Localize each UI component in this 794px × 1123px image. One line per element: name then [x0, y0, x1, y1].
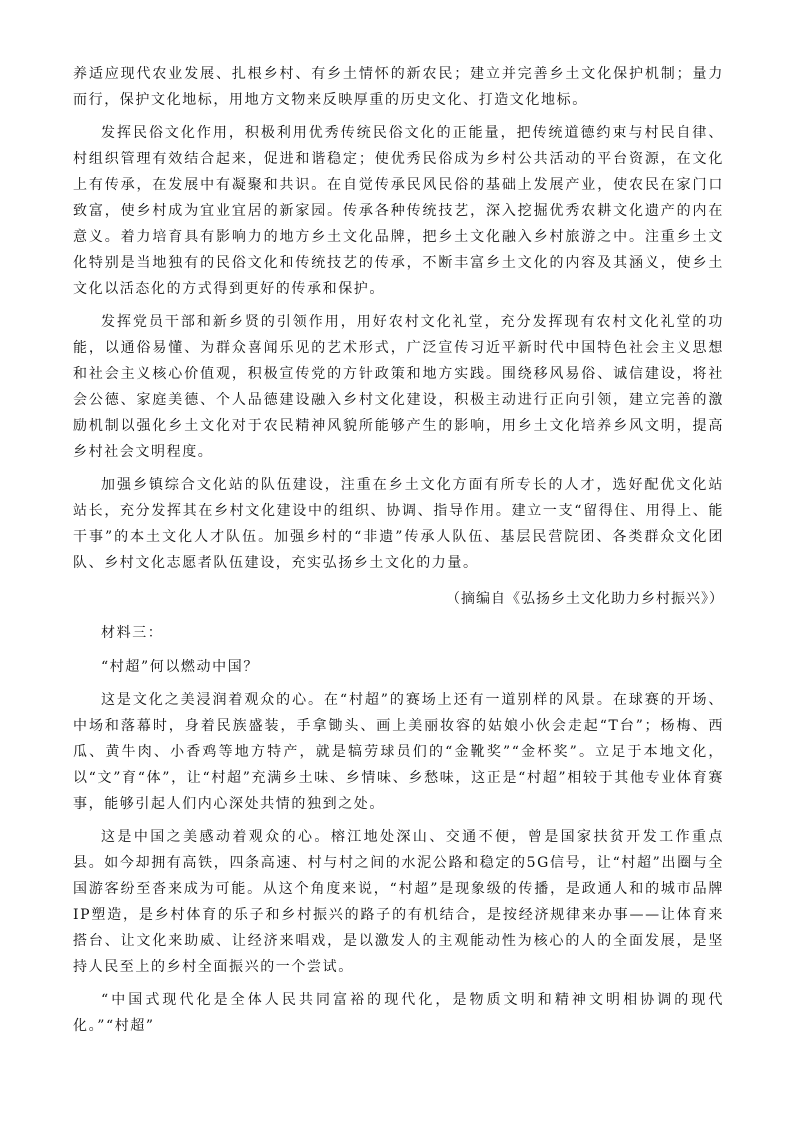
body-paragraph: 发挥民俗文化作用，积极利用优秀传统民俗文化的正能量，把传统道德约束与村民自律、村组织管理有效结合起来，促进和谐稳定；使优秀民俗成为乡村公共活动的平台资源，在文化上有传承，在发展中有凝聚和共识。在自觉传承民风民俗的基础上发展产业，使农民在家门口致富，使乡村成为宜业宜居的新家园。传承各种传统技艺，深入挖掘优秀农耕文化遗产的内在意义。着力培育具有影响力的地方乡土文化品牌，把乡土文化融入乡村旅游之中。注重乡土文化特别是当地独有的民俗文化和传统技艺的传承，不断丰富乡土文化的内容及其涵义，使乡土文化以活态化的方式得到更好的传承和保护。 [73, 125, 724, 297]
body-paragraph: 加强乡镇综合文化站的队伍建设，注重在乡土文化方面有所专长的人才，选好配优文化站站长，充分发挥其在乡村文化建设中的组织、协调、指导作用。建立一支“留得住、用得上、能干事”的本土文化人才队伍。加强乡村的“非遗”传承人队伍、基层民营院团、各类群众文化团队、乡村文化志愿者队伍建设，充实弘扬乡土文化的力量。 [73, 477, 724, 571]
body-paragraph: 这是文化之美浸润着观众的心。在“村超”的赛场上还有一道别样的风景。在球赛的开场、中场和落幕时，身着民族盛装，手拿锄头、画上美丽妆容的姑娘小伙会走起“T台”；杨梅、西瓜、黄牛肉、小香鸡等地方特产，就是犒劳球员们的“金靴奖”“金杯奖”。立足于本地文化，以“文”育“体”，让“村超”充满乡土味、乡情味、乡愁味，这正是“村超”相较于其他专业体育赛事，能够引起人们内心深处共情的独到之处。 [73, 692, 724, 812]
source-citation: （摘编自《弘扬乡土文化助力乡村振兴》） [446, 591, 724, 607]
body-paragraph: 养适应现代农业发展、扎根乡村、有乡土情怀的新农民；建立并完善乡土文化保护机制；量力而行，保护文化地标，用地方文物来反映厚重的历史文化、打造文化地标。 [73, 66, 724, 108]
body-paragraph: 这是中国之美感动着观众的心。榕江地处深山、交通不便，曾是国家扶贫开发工作重点县。如今却拥有高铁，四条高速、村与村之间的水泥公路和稳定的5G信号，让“村超”出圈与全国游客纷至沓来成为可能。从这个角度来说，“村超”是现象级的传播，是政通人和的城市品牌IP塑造，是乡村体育的乐子和乡村振兴的路子的有机结合，是按经济规律来办事——让体育来搭台、让文化来助威、让经济来唱戏，是以激发人的主观能动性为核心的人的全面发展，是坚持人民至上的乡村全面振兴的一个尝试。 [73, 829, 724, 975]
section-subtitle: “村超”何以燃动中国？ [101, 659, 259, 675]
material-label: 材料三： [101, 625, 164, 641]
body-paragraph: “中国式现代化是全体人民共同富裕的现代化，是物质文明和精神文明相协调的现代化。”“村超” [73, 992, 724, 1034]
body-paragraph: 发挥党员干部和新乡贤的引领作用，用好农村文化礼堂，充分发挥现有农村文化礼堂的功能，以通俗易懂、为群众喜闻乐见的艺术形式，广泛宣传习近平新时代中国特色社会主义思想和社会主义核心价值观，积极宣传党的方针政策和地方实践。围绕移风易俗、诚信建设，将社会公德、家庭美德、个人品德建设融入乡村文化建设，积极主动进行正向引领，建立完善的激励机制以强化乡土文化对于农民精神风貌所能够产生的影响，用乡土文化培养乡风文明，提高乡村社会文明程度。 [73, 314, 724, 460]
